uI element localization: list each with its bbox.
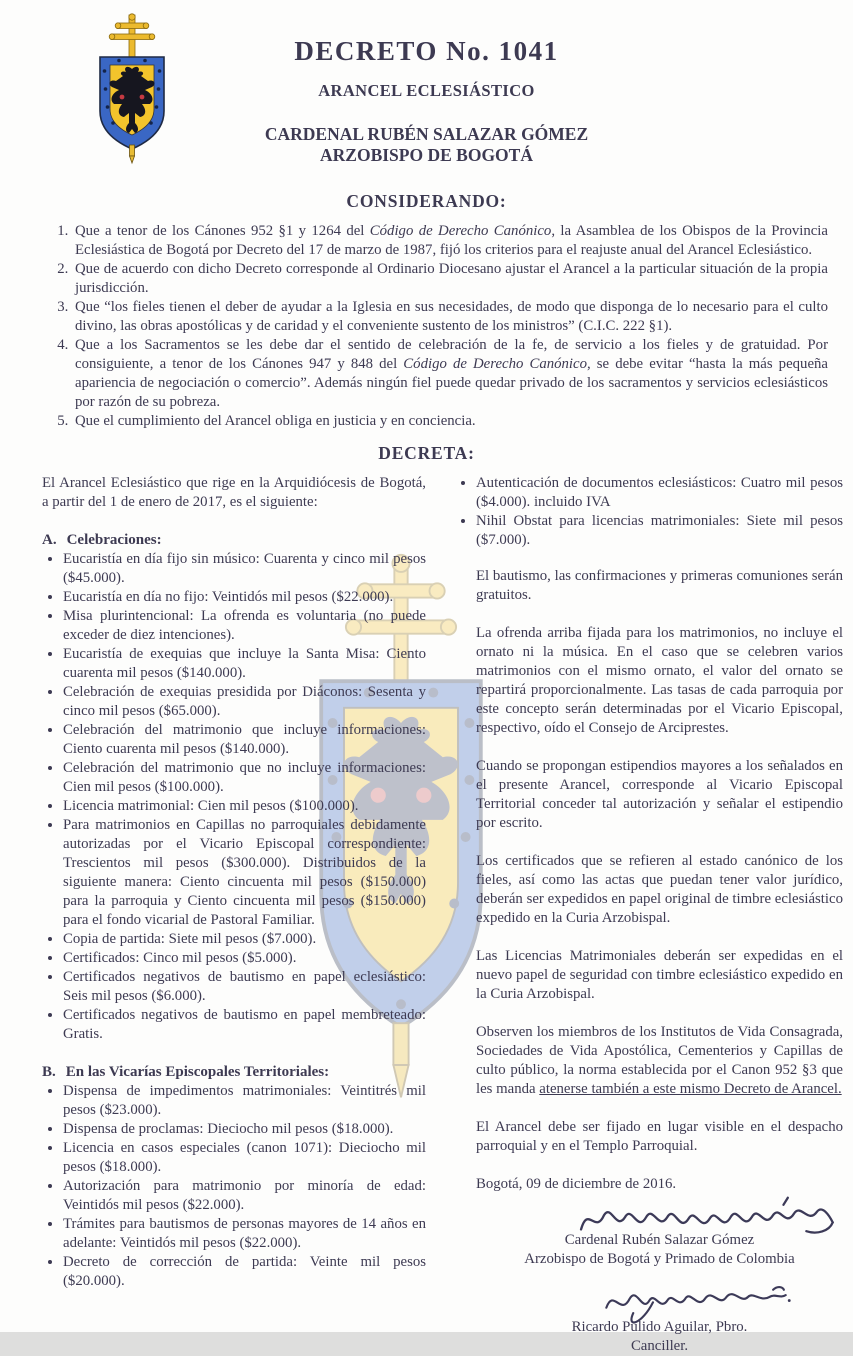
considerando-item: 5. Que el cumplimiento del Arancel obliga en justicia y en conciencia. [72,412,828,431]
section-b-list [42,1082,426,1291]
considerando-item: 2. Que de acuerdo con dicho Decreto corresponde al Ordinario Diocesano ajustar el Arancel a la particular situación de la propia jurisdicción. [72,260,828,298]
list-item: • Dispensa de proclamas: Dieciocho mil pesos ($18.000). [63,1120,426,1139]
decree-subtitle: ARANCEL ECLESIÁSTICO [318,81,535,100]
list-item: • Trámites para bautismos de personas mayores de 14 años en adelante: Veintidós mil pesos ($22.000). [63,1215,426,1253]
archdiocese-coat-of-arms [86,13,178,163]
list-item: • Misa plurintencional: La ofrenda es voluntaria (no puede exceder de diez intenciones). [63,607,426,645]
paragraph-licencias: Las Licencias Matrimoniales deberán ser expedidas en el nuevo papel de seguridad con timbre eclesiástico expedido en la Curia Arzobispal. [476,948,843,1002]
list-item: • Autorización para matrimonio por minoría de edad: Veintidós mil pesos ($22.000). [63,1177,426,1215]
list-item: • Dispensa de impedimentos matrimoniales: Veintitrés mil pesos ($23.000). [63,1082,426,1120]
paragraph-fijado: El Arancel debe ser fijado en lugar visible en el despacho parroquial y en el Templo Parroquial. [476,1119,843,1154]
intro-paragraph: El Arancel Eclesiástico que rige en la Arquidiócesis de Bogotá, a partir del 1 de enero de 2017, es el siguiente: [42,475,426,510]
list-item: • Autenticación de documentos eclesiásticos: Cuatro mil pesos ($4.000). incluido IVA [476,474,843,512]
paragraph-observen: Observen los miembros de los Institutos de Vida Consagrada, Sociedades de Vida Apostólica, Cementerios y Capillas de culto público, la norma establecida por el Canon 952 §3 que les manda atenerse también a este mismo Decreto de Arancel. [476,1024,843,1097]
list-item: • Decreto de corrección de partida: Veinte mil pesos ($20.000). [63,1253,426,1291]
section-a-heading: A. Celebraciones: [42,532,162,548]
list-item: • Licencia en casos especiales (canon 1071): Dieciocho mil pesos ($18.000). [63,1139,426,1177]
considerando-heading: CONSIDERANDO: [346,191,507,211]
signatory-title: Canciller. [630,1338,689,1354]
list-item: • Celebración del matrimonio que incluye informaciones: Ciento cuarenta mil pesos ($140.000). [63,721,426,759]
author-role: ARZOBISPO DE BOGOTÁ [320,145,533,165]
list-item: • Nihil Obstat para licencias matrimoniales: Siete mil pesos ($7.000). [476,512,843,550]
signatory-name: Cardenal Rubén Salazar Gómez [564,1232,755,1248]
paragraph-gratuitos: El bautismo, las confirmaciones y primeras comuniones serán gratuitos. [476,568,843,603]
considerando-item: 1. Que a tenor de los Cánones 952 §1 y 1264 del Código de Derecho Canónico, la Asamblea de los Obispos de la Provincia Eclesiástica de Bogotá por Decreto del 17 de marzo de 1987, fijó los criterios para el reajuste anual del Arancel Eclesiástico. [72,222,828,260]
left-column [42,474,426,1291]
paragraph-estipendios: Cuando se propongan estipendios mayores a los señalados en el presente Arancel, corresponde al Vicario Episcopal Territorial conceder tal autorización y señalar el estipendio por escrito. [476,758,843,831]
list-item: • Copia de partida: Siete mil pesos ($7.000). [63,930,426,949]
paragraph-certificados: Los certificados que se refieren al estado canónico de los fieles, así como las actas que puedan tener valor jurídico, deberán ser expedidos en papel original de timbre eclesiástico expedido en la Curia Arzobispal. [476,853,843,926]
considerando-list [0,222,853,431]
signatory-name: Ricardo Pulido Aguilar, Pbro. [571,1319,748,1335]
considerando-item: 3. Que “los fieles tienen el deber de ayudar a la Iglesia en sus necesidades, de modo que disponga de lo necesario para el culto divino, las obras apostólicas y de caridad y el conveniente sustento de los ministros” (C.I.C. 222 §1). [72,298,828,336]
signature-block-chancellor [476,1279,843,1356]
two-column-body [0,464,853,1356]
dateline: Bogotá, 09 de diciembre de 2016. [476,1176,677,1192]
signature-block-cardinal [476,1196,843,1269]
list-item: • Certificados negativos de bautismo en papel eclesiástico: Seis mil pesos ($6.000). [63,968,426,1006]
author-name: CARDENAL RUBÉN SALAZAR GÓMEZ [264,124,589,144]
signatory-title: Arzobispo de Bogotá y Primado de Colombia [524,1251,795,1267]
list-item: • Celebración del matrimonio que no incluye informaciones: Cien mil pesos ($100.000). [63,759,426,797]
decree-title: DECRETO No. 1041 [294,36,559,66]
paragraph-ornato: La ofrenda arriba fijada para los matrimonios, no incluye el ornato ni la música. En el caso que se celebren varios matrimonios con el mismo ornato, el valor del ornato se repartirá proporcionalmente. Las tasas de cada parroquia por este concepto serán determinadas por el Vicario Episcopal, respectivo, oído el Consejo de Arciprestes. [476,625,843,736]
list-item: • Certificados negativos de bautismo en papel membreteado: Gratis. [63,1006,426,1044]
list-item: • Eucaristía en día no fijo: Veintidós mil pesos ($22.000). [63,588,426,607]
list-item: • Eucaristía de exequias que incluye la Santa Misa: Ciento cuarenta mil pesos ($140.000). [63,645,426,683]
right-bullet-list [454,474,843,550]
considerando-item: 4. Que a los Sacramentos se les debe dar el sentido de celebración de la fe, de servicio a los fieles y de gratuidad. Por consiguiente, a tenor de los Cánones 947 y 848 del Código de Derecho Canónico, se debe evitar “hasta la más pequeña apariencia de negociación o comercio”. Además ningún fiel puede quedar privado de los sacramentos y servicios eclesiásticos por razón de su pobreza. [72,336,828,412]
section-a-list [42,550,426,1044]
list-item: • Para matrimonios en Capillas no parroquiales debidamente autorizadas por el Vicario Episcopal correspondiente: Trescientos mil pesos ($300.000). Distribuidos de la siguiente manera: Ciento cincuenta mil pesos ($150.000) para la parroquia y Ciento cincuenta mil pesos ($150.000) para el fondo vicarial de Pastoral Familiar. [63,816,426,930]
list-item: • Licencia matrimonial: Cien mil pesos ($100.000). [63,797,426,816]
document-header [0,0,853,166]
right-column [448,474,843,1356]
list-item: • Celebración de exequias presidida por Diáconos: Sesenta y cinco mil pesos ($65.000). [63,683,426,721]
section-b-heading: B. En las Vicarías Episcopales Territoriales: [42,1064,330,1080]
list-item: • Eucaristía en día fijo sin músico: Cuarenta y cinco mil pesos ($45.000). [63,550,426,588]
decreta-heading: DECRETA: [378,443,475,463]
list-item: • Certificados: Cinco mil pesos ($5.000). [63,949,426,968]
